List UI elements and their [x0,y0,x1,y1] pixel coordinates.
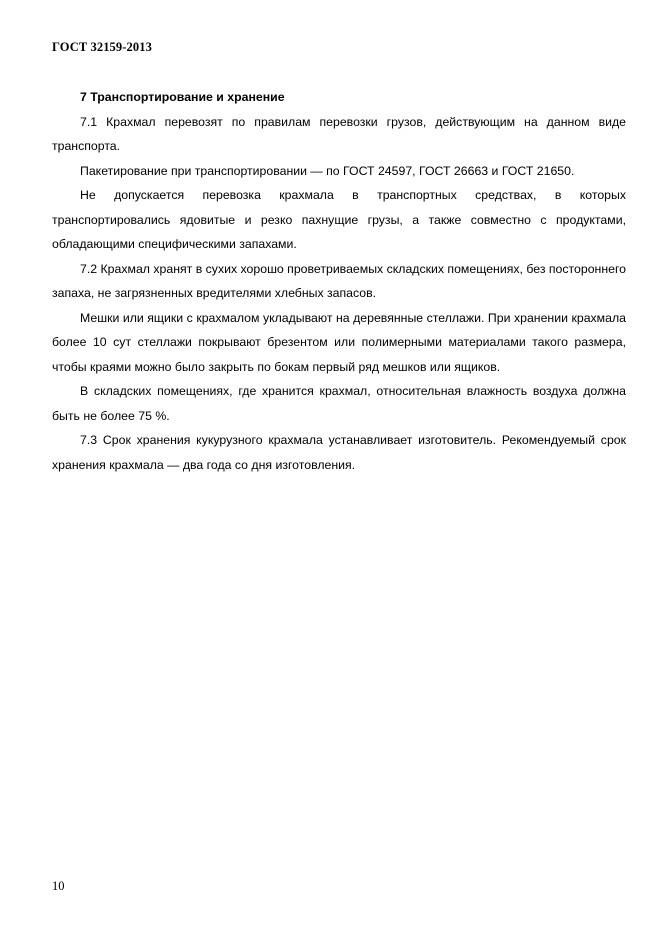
paragraph-stacking: Мешки или ящики с крахмалом укладывают на деревянные стеллажи. При хранении крахмала более 10 сут стеллажи покрывают брезентом или полимерными материалами такого размера, чтобы краями можно было закрыть по бокам первый ряд мешков или ящиков. [52,310,626,374]
paragraph-7-1: 7.1 Крахмал перевозят по правилам перевозки грузов, действующим на данном виде транспорта. [52,114,626,153]
document-header: ГОСТ 32159-2013 [52,40,152,54]
paragraph-packaging: Пакетирование при транспортировании — по ГОСТ 24597, ГОСТ 26663 и ГОСТ 21650. [80,163,575,178]
document-body [52,85,626,477]
section-title: 7 Транспортирование и хранение [80,90,285,104]
paragraph-7-2: 7.2 Крахмал хранят в сухих хорошо проветриваемых складских помещениях, без постороннего запаха, не загрязненных вредителями хлебных запасов. [52,261,627,300]
paragraph-7-3: 7.3 Срок хранения кукурузного крахмала устанавливает изготовитель. Рекомендуемый срок хранения крахмала — два года со дня изготовления. [52,433,626,472]
paragraph-humidity: В складских помещениях, где хранится крахмал, относительная влажность воздуха должна быть не более 75 %. [52,384,626,423]
paragraph-transport-restrictions: Не допускается перевозка крахмала в транспортных средствах, в которых транспортировались ядовитые и резко пахнущие грузы, а также совместно с продуктами, обладающими специфическими запахами. [52,188,626,251]
page-number: 10 [52,879,65,893]
